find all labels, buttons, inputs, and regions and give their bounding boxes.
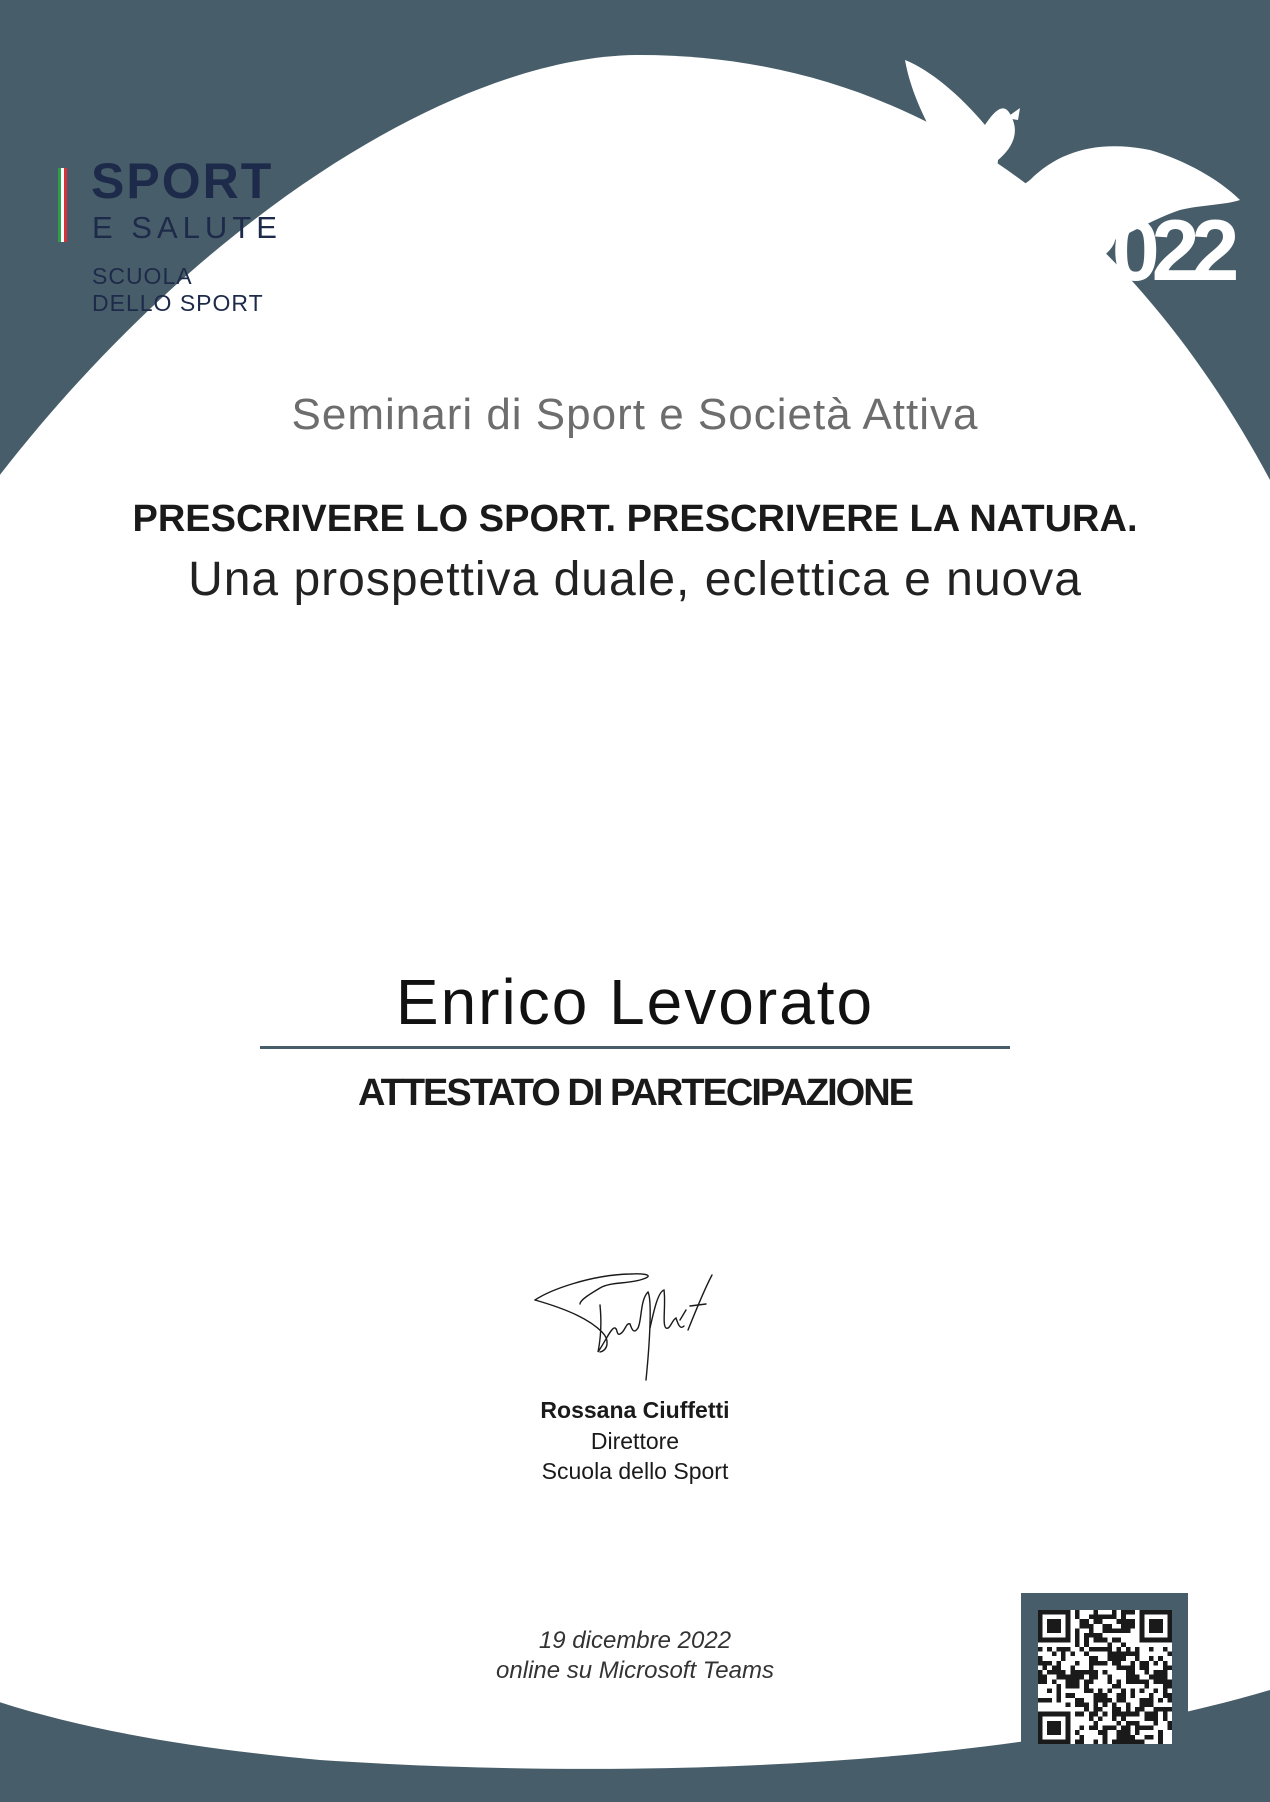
signatory-name: Rossana Ciuffetti <box>540 1397 730 1423</box>
recipient-name: Enrico Levorato <box>395 966 875 1038</box>
course-subtitle: Una prospettiva duale, eclettica e nuova <box>188 553 1082 606</box>
logo-salute: E SALUTE <box>92 210 282 245</box>
flag-stripe-red <box>64 168 67 242</box>
logo-sport: SPORT <box>91 153 274 209</box>
course-title: PRESCRIVERE LO SPORT. PRESCRIVERE LA NATURA. <box>132 498 1138 540</box>
qr-code[interactable] <box>1038 1610 1172 1744</box>
logo-school-line2: DELLO SPORT <box>92 290 264 316</box>
seminar-series: Seminari di Sport e Società Attiva <box>291 390 979 439</box>
certificate-type: ATTESTATO DI PARTECIPAZIONE <box>358 1072 912 1114</box>
handwritten-signature <box>530 1270 740 1390</box>
logo-flag-stripes <box>58 168 67 242</box>
event-location: online su Microsoft Teams <box>496 1657 774 1684</box>
signatory-organization: Scuola dello Sport <box>541 1458 729 1484</box>
badge-year: 2022 <box>1072 203 1232 299</box>
logo-school-line1: SCUOLA <box>92 263 193 289</box>
event-date: 19 dicembre 2022 <box>538 1627 732 1654</box>
signatory-role: Direttore <box>590 1428 680 1454</box>
logo-school <box>92 263 264 317</box>
name-divider <box>260 1046 1010 1049</box>
